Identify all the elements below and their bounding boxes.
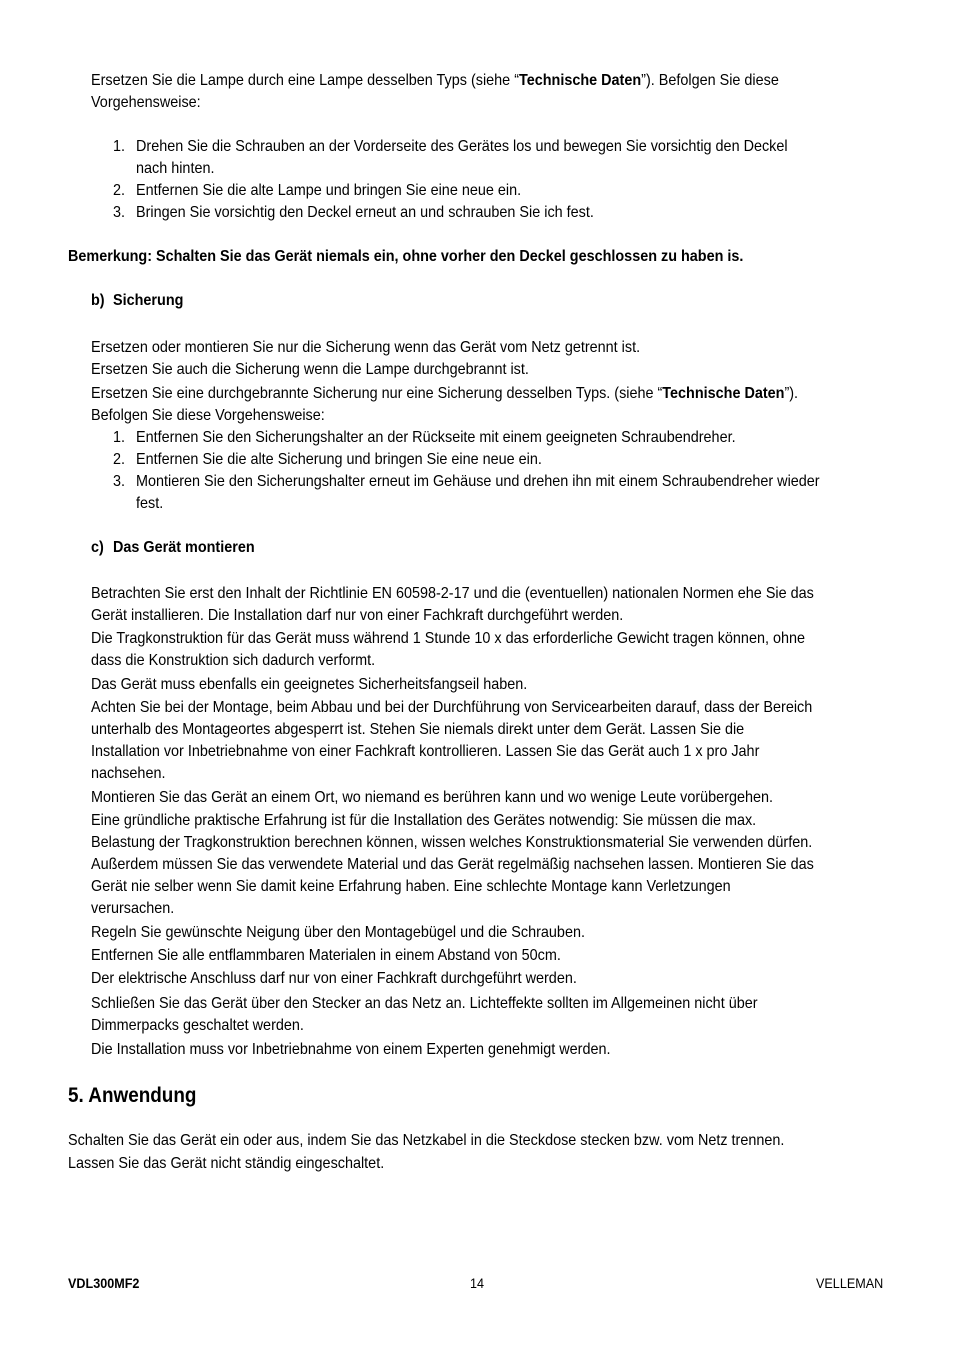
paragraph-line: Der elektrische Anschluss darf nur von einer Fachkraft durchgeführt werden. xyxy=(91,970,577,987)
list-item: Entfernen Sie den Sicherungshalter an der Rückseite mit einem geeigneten Schraubendreher. xyxy=(136,429,736,446)
list-item-continuation: fest. xyxy=(136,495,164,512)
paragraph-line: Dimmerpacks geschaltet werden. xyxy=(91,1017,304,1034)
list-item: Entfernen Sie die alte Lampe und bringen Sie eine neue ein. xyxy=(136,182,522,199)
paragraph-line: Das Gerät muss ebenfalls ein geeignetes Sicherheitsfangseil haben. xyxy=(91,676,528,693)
list-item: Bringen Sie vorsichtig den Deckel erneut an und schrauben Sie ich fest. xyxy=(136,204,594,221)
list-number: 3. xyxy=(113,204,126,221)
paragraph-line: dass die Konstruktion sich dadurch verformt. xyxy=(91,652,376,669)
bold-reference: Technische Daten xyxy=(662,385,785,402)
paragraph-line xyxy=(91,383,798,405)
paragraph-line: verursachen. xyxy=(91,900,175,917)
paragraph-line: Gerät nie selber wenn Sie damit keine Erfahrung haben. Eine schlechte Montage kann Verletzungen xyxy=(91,878,731,895)
intro-text-end: ”). Befolgen Sie diese xyxy=(641,72,779,89)
remark: Bemerkung: Schalten Sie das Gerät niemals ein, ohne vorher den Deckel geschlossen zu haben is. xyxy=(68,248,744,265)
paragraph-line: Montieren Sie das Gerät an einem Ort, wo niemand es berühren kann und wo wenige Leute vorübergehen. xyxy=(91,789,774,806)
list-number: 1. xyxy=(113,429,126,446)
paragraph-line: Eine gründliche praktische Erfahrung ist für die Installation des Gerätes notwendig: Sie müssen die max. xyxy=(91,812,757,829)
list-number: 3. xyxy=(113,473,126,490)
paragraph-line: unterhalb des Montageortes abgesperrt ist. Stehen Sie niemals direkt unter dem Gerät. Lassen Sie die xyxy=(91,721,745,738)
paragraph-text: Ersetzen Sie eine durchgebrannte Sicherung nur eine Sicherung desselben Typs. (siehe “ xyxy=(91,385,663,402)
paragraph-text-end: ”). xyxy=(784,385,799,402)
section-5-heading: 5. Anwendung xyxy=(68,1084,197,1107)
intro-line-1 xyxy=(91,70,779,92)
paragraph-line: Belastung der Tragkonstruktion berechnen können, wissen welches Konstruktionsmaterial Sie verwenden dürfen. xyxy=(91,834,813,851)
paragraph-line: Ersetzen oder montieren Sie nur die Sicherung wenn das Gerät vom Netz getrennt ist. xyxy=(91,339,641,356)
list-item-continuation: nach hinten. xyxy=(136,160,215,177)
list-item: Drehen Sie die Schrauben an der Vorderseite des Gerätes los und bewegen Sie vorsichtig den Deckel xyxy=(136,138,788,155)
list-item: Entfernen Sie die alte Sicherung und bringen Sie eine neue ein. xyxy=(136,451,542,468)
paragraph-line: nachsehen. xyxy=(91,765,166,782)
paragraph-line: Schließen Sie das Gerät über den Stecker an das Netz an. Lichteffekte sollten im Allgemeinen nicht über xyxy=(91,995,758,1012)
section-b-label: b) xyxy=(91,292,105,309)
section-c-title: Das Gerät montieren xyxy=(113,539,255,556)
paragraph-line: Entfernen Sie alle entflammbaren Materialen in einem Abstand von 50cm. xyxy=(91,947,561,964)
intro-text: Ersetzen Sie die Lampe durch eine Lampe desselben Typs (siehe “ xyxy=(91,72,519,89)
paragraph-line: Außerdem müssen Sie das verwendete Material und das Gerät regelmäßig nachsehen lassen. Montieren Sie das xyxy=(91,856,814,873)
paragraph-line: Installation vor Inbetriebnahme von einer Fachkraft kontrollieren. Lassen Sie das Gerät auch 1 x pro Jahr xyxy=(91,743,760,760)
paragraph-line: Achten Sie bei der Montage, beim Abbau und bei der Durchführung von Servicearbeiten darauf, dass der Bereich xyxy=(91,699,813,716)
footer-page-number: 14 xyxy=(470,1275,485,1291)
list-number: 2. xyxy=(113,182,126,199)
paragraph-line: Gerät installieren. Die Installation darf nur von einer Fachkraft durchgeführt werden. xyxy=(91,607,624,624)
paragraph-line: Regeln Sie gewünschte Neigung über den Montagebügel und die Schrauben. xyxy=(91,924,585,941)
paragraph-line: Die Tragkonstruktion für das Gerät muss während 1 Stunde 10 x das erforderliche Gewicht tragen können, ohne xyxy=(91,630,805,647)
intro-bold-reference: Technische Daten xyxy=(518,72,642,89)
intro-line-2: Vorgehensweise: xyxy=(91,94,201,111)
paragraph-line: Ersetzen Sie auch die Sicherung wenn die Lampe durchgebrannt ist. xyxy=(91,361,529,378)
paragraph-line: Betrachten Sie erst den Inhalt der Richtlinie EN 60598-2-17 und die (eventuellen) nationalen Normen ehe Sie das xyxy=(91,585,814,602)
footer-brand: VELLEMAN xyxy=(816,1275,884,1291)
list-number: 1. xyxy=(113,138,126,155)
paragraph-line: Schalten Sie das Gerät ein oder aus, indem Sie das Netzkabel in die Steckdose stecken bzw. vom Netz trennen. xyxy=(68,1132,785,1149)
section-b-title: Sicherung xyxy=(113,292,184,309)
paragraph-line: Lassen Sie das Gerät nicht ständig eingeschaltet. xyxy=(68,1155,385,1172)
paragraph-line: Befolgen Sie diese Vorgehensweise: xyxy=(91,407,325,424)
list-number: 2. xyxy=(113,451,126,468)
paragraph-line: Die Installation muss vor Inbetriebnahme von einem Experten genehmigt werden. xyxy=(91,1041,611,1058)
list-item: Montieren Sie den Sicherungshalter erneut im Gehäuse und drehen ihn mit einem Schraubendreher wieder xyxy=(136,473,820,490)
footer-model: VDL300MF2 xyxy=(68,1275,140,1291)
section-c-label: c) xyxy=(91,539,104,556)
